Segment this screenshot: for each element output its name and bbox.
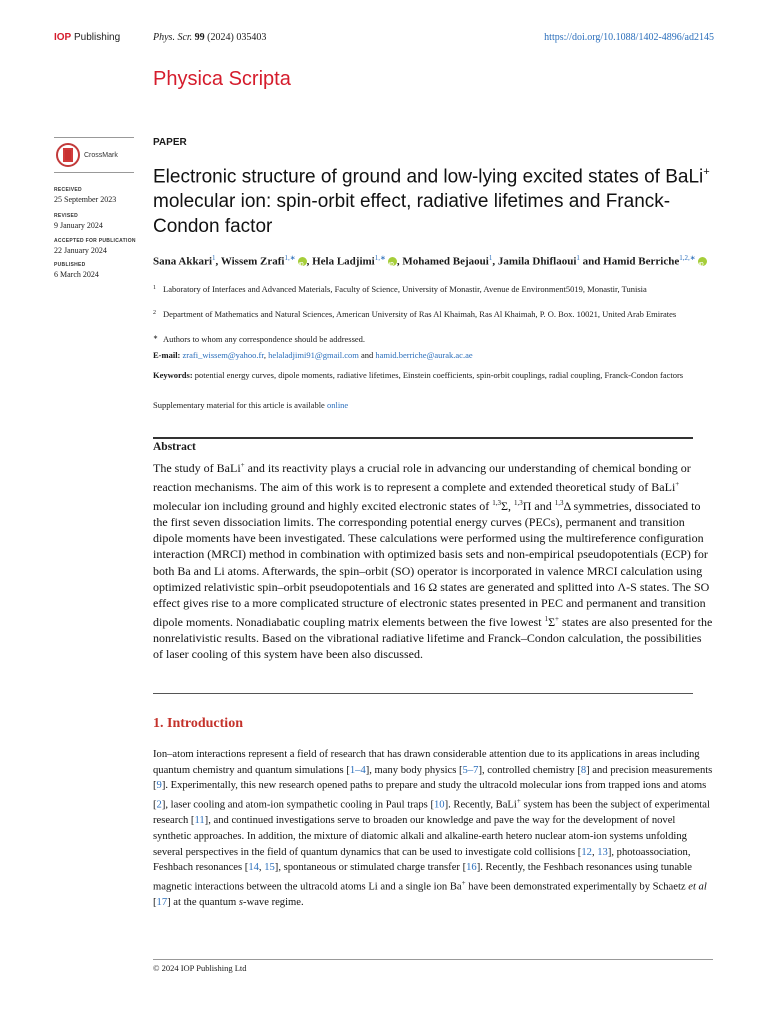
supplementary-link[interactable]: online	[326, 400, 349, 410]
citation-link[interactable]: 11	[194, 815, 205, 827]
orcid-icon[interactable]	[388, 257, 397, 266]
crossmark-badge[interactable]	[54, 137, 134, 173]
doi-link[interactable]: https://doi.org/10.1088/1402-4896/ad2145	[544, 32, 714, 43]
orcid-icon[interactable]	[298, 257, 307, 266]
supplementary-note: Supplementary material for this article is available online	[153, 400, 349, 410]
journal-abbrev: Phys. Scr.	[153, 32, 193, 43]
citation-link[interactable]: 16	[466, 862, 477, 874]
citation-link[interactable]: 15	[264, 862, 275, 874]
introduction-paragraph: Ion–atom interactions represent a field of research that has drawn considerable attention due to its applications in areas including quantum chemistry and quantum simulations [1–4], many body physics [5–7], controlled chemistry [8] and precision measurements [9]. Experimentally, this new research opened paths to prepare and study the ultracold molecular ions from trapped ions and atoms [2], laser cooling and atom-ion sympathetic cooling in Paul traps [10]. Recently, BaLi+ system has been the subject of experimental research [11], and continued investigations serve to broaden our knowledge and pave the way for the development of novel synthetic approaches. In addition, the mixture of diatomic alkali and alkaline-earth hetero nuclear atom-ion systems unfolding several perspectives in the field of quantum dynamics that can be used to investigate cold collisions [12, 13], photoassociation, Feshbach resonances [14, 15], spontaneous or stimulated charge transfer [16]. Recently, the Feshbach resonances using tunable magnetic interactions between the ultracold atoms Li and a single ion Ba+ have been demonstrated experimentally by Schaetz et al [17] at the quantum s-wave regime.	[153, 749, 713, 909]
date-revised: REVISED 9 January 2024	[54, 213, 103, 230]
citation-link[interactable]: 1–4	[349, 764, 366, 776]
orcid-icon[interactable]	[698, 257, 707, 266]
citation-link[interactable]: 2	[156, 799, 162, 811]
email-link[interactable]: hamid.berriche@aurak.ac.ae	[375, 350, 473, 360]
author-affiliation-mark: 1,2,∗	[679, 254, 696, 262]
year-article: (2024) 035403	[207, 32, 267, 43]
citation-link[interactable]: 14	[248, 862, 259, 874]
author-name: Jamila Dhiflaoui	[497, 255, 577, 268]
journal-name[interactable]: Physica Scripta	[153, 68, 291, 90]
volume: 99	[194, 32, 205, 43]
paper-type: PAPER	[153, 137, 187, 148]
author-name: Hela Ladjimi	[312, 255, 375, 268]
paper-title: Electronic structure of ground and low-lying excited states of BaLi+ molecular ion: spin-orbit effect, radiative lifetimes and Franck-Condon factor	[153, 166, 710, 238]
citation-link[interactable]: 10	[433, 799, 445, 811]
affiliation-1: 1 Laboratory of Interfaces and Advanced Materials, Faculty of Science, University of Monastir, Avenue de Environment5019, Monastir, Tunisia	[153, 284, 647, 294]
email-list: E-mail: zrafi_wissem@yahoo.fr, helaladjimi91@gmail.com and hamid.berriche@aurak.ac.ae	[153, 350, 473, 360]
date-accepted: ACCEPTED FOR PUBLICATION 22 January 2024	[54, 238, 136, 255]
section-heading-introduction: 1. Introduction	[153, 716, 243, 731]
crossmark-icon	[56, 143, 80, 167]
author-affiliation-mark: 1	[212, 254, 216, 262]
author-name: Sana Akkari	[153, 255, 212, 268]
abstract-rule-bottom	[153, 693, 693, 694]
abstract-text: The study of BaLi+ and its reactivity plays a crucial role in advancing our understanding of chemical bonding or reaction mechanisms. The aim of this work is to represent a complete and extended theoretical study of BaLi+ molecular ion including ground and highly excited electronic states of $^{1,3}$Σ, $^{1,3}$Π and $^{1,3}$Δ symmetries, dissociated to the first seven dissociation limits. The corresponding potential energy curves (PECs), permanent and transition dipole moments have been investigated. These calculations were performed using the multireference configuration interaction (MRCI) method in combination with optimized basis sets and non-empirical pseudopotentials (ECP) for both Ba and Li atoms. Afterwards, the spin–orbit (SO) operator is incorporated in valence MRCI calculation using optimized relativistic spin–orbit pseudopotentials and 16 Ω states are generated and splitted into Λ-S states. The SO effect gives rise to a more complicated structure of electronic states presented in PEC and permanent and transition dipole moments. Nonadiabatic coupling matrix elements between the five lowest $^1$Σ+ states are also presented for the nonrelativistic results. Based on the vibrational radiative lifetime and Franck–Condon calculation, the possibilities of laser cooling of this system have been also discussed.	[153, 461, 713, 662]
publisher-logo: IOP Publishing	[54, 32, 121, 43]
date-published: PUBLISHED 6 March 2024	[54, 262, 99, 279]
author-name: Wissem Zrafi	[220, 255, 285, 268]
author-affiliation-mark: 1,∗	[284, 254, 296, 262]
email-link[interactable]: zrafi_wissem@yahoo.fr	[182, 350, 264, 360]
email-link[interactable]: helaladjimi91@gmail.com	[268, 350, 359, 360]
correspondence-note: ∗ Authors to whom any correspondence should be addressed.	[153, 334, 366, 344]
copyright-footer: © 2024 IOP Publishing Ltd	[153, 963, 247, 973]
author-affiliation-mark: 1	[488, 254, 493, 262]
citation-link[interactable]: 13	[597, 846, 608, 858]
crossmark-label: CrossMark	[84, 151, 118, 159]
affiliation-2: 2 Department of Mathematics and Natural Sciences, American University of Ras Al Khaimah, Ras Al Khaimah, P. O. Box. 10021, United Arab Emirates	[153, 309, 677, 319]
citation-link[interactable]: 9	[156, 780, 162, 792]
keywords: Keywords: potential energy curves, dipole moments, radiative lifetimes, Einstein coefficients, spin-orbit couplings, radial coupling, Franck-Condon factors	[153, 370, 684, 380]
citation-link[interactable]: 17	[156, 897, 168, 909]
abstract-rule-top	[153, 437, 693, 439]
author-affiliation-mark: 1,∗	[374, 254, 386, 262]
author-name: Hamid Berriche	[603, 255, 680, 268]
abstract-heading: Abstract	[153, 441, 196, 453]
journal-citation	[153, 32, 266, 43]
author-list: Sana Akkari$^1$, Wissem Zrafi$^{1,∗}$iD , Hela Ladjimi$^{1,∗}$iD , Mohamed Bejaoui$^1$, Jamila Dhiflaoui$^1$ and Hamid Berriche$^{1,2,∗}$iD	[153, 251, 713, 270]
citation-link[interactable]: 12	[581, 846, 592, 858]
citation-link[interactable]: 8	[580, 764, 587, 776]
author-name: Mohamed Bejaoui	[402, 255, 489, 268]
date-received: RECEIVED 25 September 2023	[54, 187, 117, 204]
author-affiliation-mark: 1	[576, 254, 580, 262]
citation-link[interactable]: 5–7	[462, 764, 479, 776]
footer-rule	[153, 959, 713, 960]
